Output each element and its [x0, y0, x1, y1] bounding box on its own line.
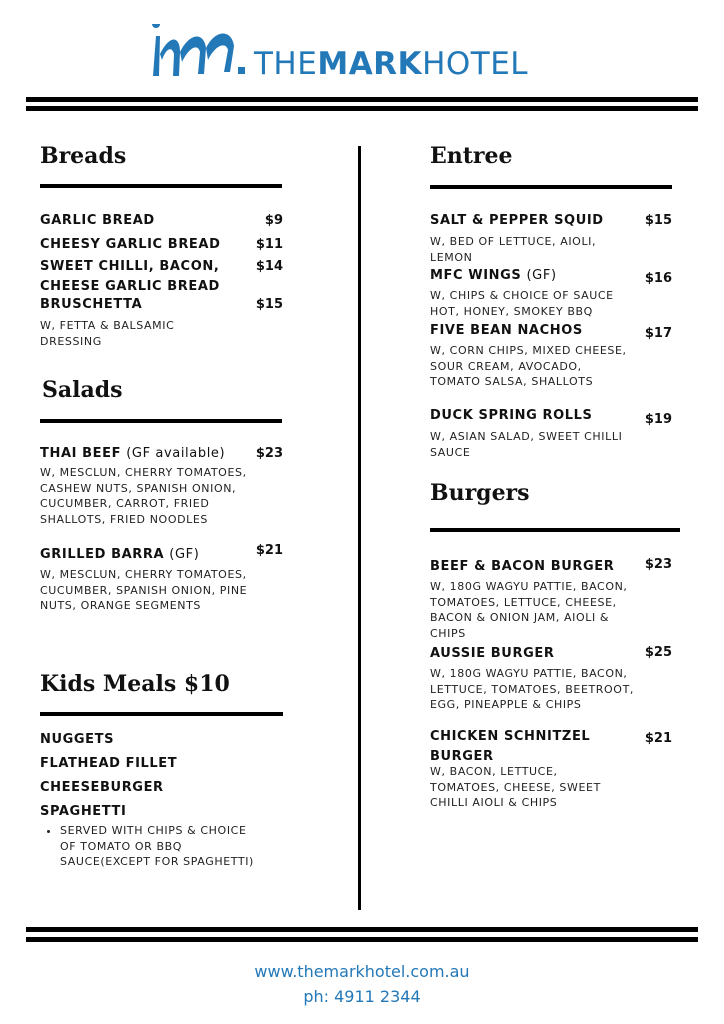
bread-item-name: GARLIC BREAD: [40, 213, 155, 228]
entree-item-name: SALT & PEPPER SQUID: [430, 213, 604, 228]
burger-item-price: $23: [644, 557, 672, 572]
kids-item-name: CHEESEBURGER: [40, 780, 164, 795]
bread-item-price: $15: [255, 297, 283, 312]
kids-item-name: NUGGETS: [40, 732, 115, 747]
kids-rule: [40, 712, 283, 716]
entree-item-name: FIVE BEAN NACHOS: [430, 323, 583, 338]
kids-note: [46, 823, 256, 870]
salad-item-name: THAI BEEF (GF available): [40, 446, 226, 461]
entree-item-price: $17: [644, 326, 672, 341]
salad-item-name: GRILLED BARRA (GF): [40, 547, 200, 562]
burgers-rule: [430, 528, 680, 532]
header-rule-top: [26, 97, 698, 102]
bread-item-price: $14: [255, 259, 283, 274]
salad-item-desc: W, MESCLUN, CHERRY TOMATOES, CASHEW NUTS, SPANISH ONION, CUCUMBER, CARROT, FRIED SHALLOTS, FRIED NOODLES: [40, 466, 247, 526]
salad-item-desc: W, MESCLUN, CHERRY TOMATOES, CUCUMBER, SPANISH ONION, PINE NUTS, ORANGE SEGMENTS: [40, 568, 248, 612]
footer-rule-top: [26, 927, 698, 932]
brand-name: THEMARKHOTEL: [254, 46, 529, 82]
entree-item-desc: W, CHIPS & CHOICE OF SAUCE HOT, HONEY, SMOKEY BBQ: [430, 289, 614, 318]
breads-title: Breads: [40, 143, 127, 169]
kids-note-text: • SERVED WITH CHIPS & CHOICE OF TOMATO OR BBQ SAUCE(EXCEPT FOR SPAGHETTI): [60, 823, 256, 870]
burger-item-price: $25: [644, 645, 672, 660]
entree-item-price: $16: [644, 271, 672, 286]
entree-item-price: $19: [644, 412, 672, 427]
entree-item-desc: W, ASIAN SALAD, SWEET CHILLI SAUCE: [430, 430, 623, 459]
column-divider: [358, 146, 361, 910]
salad-item-price: $23: [255, 446, 283, 461]
website-link[interactable]: www.themarkhotel.com.au: [254, 962, 470, 981]
entree-item-desc: W, BED OF LETTUCE, AIOLI, LEMON: [430, 235, 597, 264]
burger-item-desc: W, 180G WAGYU PATTIE, BACON, TOMATOES, LETTUCE, CHEESE, BACON & ONION JAM, AIOLI & CHIPS: [430, 580, 628, 640]
bread-item-name: BRUSCHETTA: [40, 297, 143, 312]
breads-rule: [40, 184, 282, 188]
entree-rule: [430, 185, 672, 189]
entree-title: Entree: [430, 143, 513, 169]
entree-item-name: MFC WINGS (GF): [430, 268, 557, 283]
salads-title: Salads: [42, 377, 123, 403]
phone-number[interactable]: ph: 4911 2344: [303, 987, 421, 1006]
bread-item-name: CHEESY GARLIC BREAD: [40, 237, 221, 252]
burger-item-price: $21: [644, 731, 672, 746]
burger-item-desc: W, BACON, LETTUCE, TOMATOES, CHEESE, SWEET CHILLI AIOLI & CHIPS: [430, 765, 601, 809]
burger-item-name: AUSSIE BURGER: [430, 646, 555, 661]
header-rule-bottom: [26, 106, 698, 111]
burger-item-name: BEEF & BACON BURGER: [430, 559, 615, 574]
burger-item-name: CHICKEN SCHNITZEL BURGER: [430, 729, 591, 764]
m-logo-icon: [150, 24, 250, 84]
footer-rule-bottom: [26, 937, 698, 942]
salads-rule: [40, 419, 282, 423]
kids-item-name: FLATHEAD FILLET: [40, 756, 178, 771]
bread-item-desc: W, FETTA & BALSAMIC DRESSING: [40, 319, 175, 348]
entree-item-name: DUCK SPRING ROLLS: [430, 408, 593, 423]
bread-item-price: $11: [255, 237, 283, 252]
bread-item-price: $9: [264, 213, 283, 228]
salad-item-price: $21: [255, 543, 283, 558]
entree-item-price: $15: [644, 213, 672, 228]
kids-item-name: SPAGHETTI: [40, 804, 127, 819]
burger-item-desc: W, 180G WAGYU PATTIE, BACON, LETTUCE, TOMATOES, BEETROOT, EGG, PINEAPPLE & CHIPS: [430, 667, 634, 711]
entree-item-desc: W, CORN CHIPS, MIXED CHEESE, SOUR CREAM, AVOCADO, TOMATO SALSA, SHALLOTS: [430, 344, 627, 388]
bread-item-name: SWEET CHILLI, BACON, CHEESE GARLIC BREAD: [40, 259, 220, 294]
burgers-title: Burgers: [430, 480, 530, 506]
kids-title: Kids Meals $10: [40, 671, 230, 697]
